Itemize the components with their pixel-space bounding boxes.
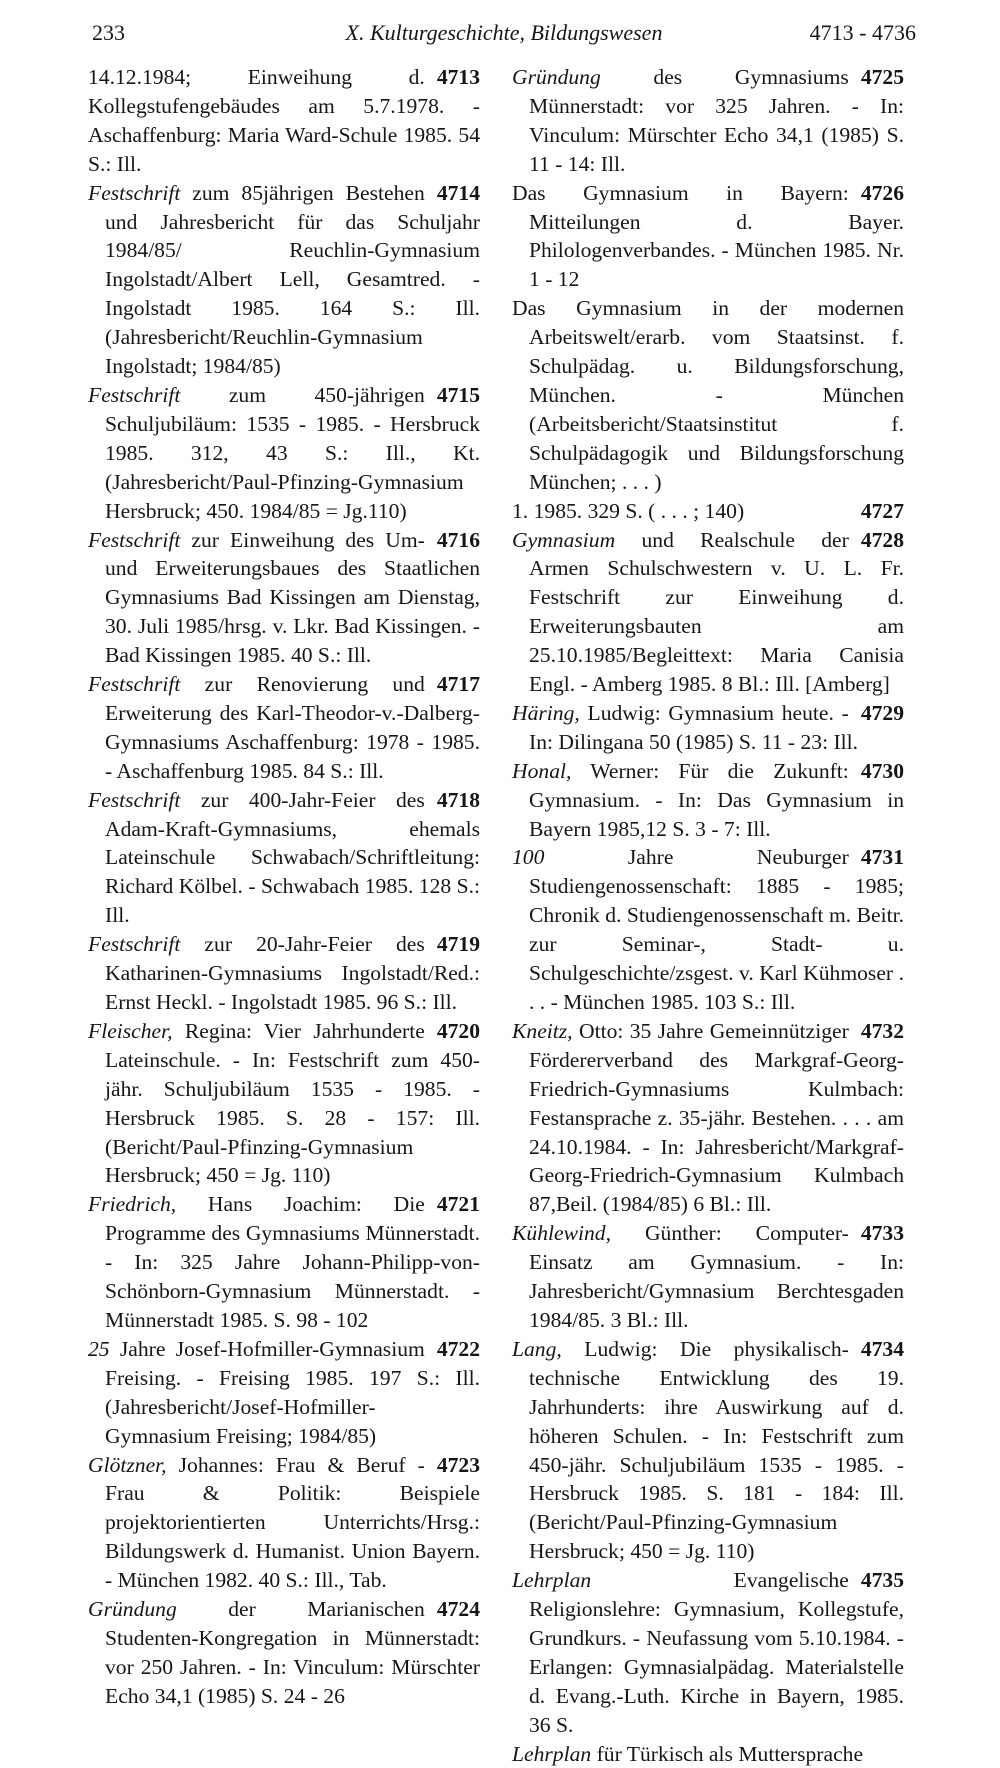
entry-lead-word: Fleischer, xyxy=(88,1018,173,1043)
entry-range: 4713 - 4736 xyxy=(809,20,916,45)
entry-lead-word: Kneitz, xyxy=(512,1018,573,1043)
entry-number: 4735 xyxy=(860,1568,904,1593)
entry-number: 4732 xyxy=(860,1018,904,1043)
entry-text: Werner: Für die Zukunft: Gymnasium. - In: Das Gymnasium in Bayern 1985,12 S. 3 - 7: Ill. xyxy=(529,758,904,841)
bibliography-entry xyxy=(88,930,480,1017)
entry-text: Jahre Neuburger Studiengenossenschaft: 1885 - 1985; Chronik d. Studiengenossenschaft m. Beitr. zur Seminar-, Stadt- u. Schulgeschichte/zsgest. v. Karl Kühmoser . . . - München 1985. 103 S.: Ill. xyxy=(529,845,904,1014)
entry-text: Ludwig: Die physikalisch-technische Entwicklung des 19. Jahrhunderts: ihre Auswirkung auf d. höheren Schulen. - In: Festschrift zum 450-jähr. Schuljubiläum 1535 - 1985. - Hersbruck 1985. S. 181 - 184: Ill. (Bericht/Paul-Pfinzing-Gymnasium Hersbruck; 450 = Jg. 110) xyxy=(529,1336,904,1564)
entry-text: zur Renovierung und Erweiterung des Karl-Theodor-v.-Dalberg-Gymnasiums Aschaffenburg: 1978 - 1985. - Aschaffenburg 1985. 84 S.: Ill. xyxy=(105,672,480,783)
entry-lead-word: Gymnasium xyxy=(512,527,616,552)
page-header xyxy=(92,18,916,52)
bibliography-entry xyxy=(512,1566,904,1739)
bibliography-entry xyxy=(88,63,480,179)
entry-number: 4730 xyxy=(860,758,904,783)
bibliography-entry xyxy=(88,670,480,786)
entry-text: Otto: 35 Jahre Gemeinnütziger Fördererverband des Markgraf-Georg-Friedrich-Gymnasiums Kulmbach: Festansprache z. 35-jähr. Bestehen. . . . am 24.10.1984. - In: Jahresbericht/Markgraf-Georg-Friedrich-Gymnasium Kulmbach 87,Beil. (1984/85) 6 Bl.: Ill. xyxy=(529,1018,904,1217)
entry-lead-word: Glötzner, xyxy=(88,1452,167,1477)
entry-lead-word: Festschrift xyxy=(88,382,181,407)
entry-lead-word: Festschrift xyxy=(88,180,181,205)
bibliography-entry xyxy=(512,1017,904,1219)
entry-number: 4724 xyxy=(436,1597,480,1622)
entry-text: für Türkisch als Muttersprache xyxy=(591,1741,864,1766)
right-column xyxy=(512,63,904,1768)
entry-lead-word: Häring, xyxy=(512,700,580,725)
entry-lead-word: Festschrift xyxy=(88,527,181,552)
entry-number: 4722 xyxy=(436,1336,480,1361)
entry-number: 4733 xyxy=(860,1221,904,1246)
bibliography-entry xyxy=(512,63,904,179)
entry-number: 4729 xyxy=(860,700,904,725)
entry-number: 4715 xyxy=(436,382,480,407)
entry-lead-word: Honal, xyxy=(512,758,572,783)
entry-text: Das Gymnasium in der modernen Arbeitswelt/erarb. vom Staatsinst. f. Schulpädag. u. Bildungsforschung, München. - München (Arbeitsbericht/Staatsinstitut f. Schulpädagogik und Bildungsforschung München; . . . ) xyxy=(512,296,904,494)
bibliography-entry xyxy=(512,1740,904,1768)
entry-number: 4731 xyxy=(860,845,904,870)
bibliography-entry xyxy=(512,497,904,526)
entry-text: 1. 1985. 329 S. ( . . . ; 140) xyxy=(512,498,745,523)
bibliography-entry xyxy=(88,1017,480,1190)
bibliography-entry xyxy=(512,757,904,844)
bibliography-entry xyxy=(88,1451,480,1596)
entry-number: 4713 xyxy=(436,65,480,89)
bibliography-entry xyxy=(88,1190,480,1335)
entry-lead-word: Friedrich, xyxy=(88,1192,177,1217)
entry-number: 4719 xyxy=(436,932,480,957)
entry-number: 4716 xyxy=(436,527,480,552)
bibliography-entry xyxy=(88,179,480,381)
entry-lead-word: Lang, xyxy=(512,1336,562,1361)
entry-text: zum 450-jährigen Schuljubiläum: 1535 - 1985. - Hersbruck 1985. 312, 43 S.: Ill., Kt. (Jahresbericht/Paul-Pfinzing-Gymnasium Hersbruck; 450. 1984/85 = Jg.110) xyxy=(105,382,480,523)
entry-lead-word: Festschrift xyxy=(88,787,181,812)
bibliography-entry xyxy=(88,526,480,671)
entry-text: zum 85jährigen Bestehen und Jahresbericht für das Schuljahr 1984/85/ Reuchlin-Gymnasium Ingolstadt/Albert Lell, Gesamtred. - Ingolstadt 1985. 164 S.: Ill. (Jahresbericht/Reuchlin-Gymnasium Ingolstadt; 1984/85) xyxy=(105,180,480,379)
entry-number: 4721 xyxy=(436,1192,480,1217)
entry-text: Regina: Vier Jahrhunderte Lateinschule. - In: Festschrift zum 450-jähr. Schuljubiläum 1535 - 1985. - Hersbruck 1985. S. 28 - 157: Ill. (Bericht/Paul-Pfinzing-Gymnasium Hersbruck; 450 = Jg. 110) xyxy=(105,1018,480,1188)
entry-lead-word: Festschrift xyxy=(88,672,181,697)
entry-number: 4718 xyxy=(436,787,480,812)
entry-number: 4720 xyxy=(436,1018,480,1043)
bibliography-entry xyxy=(88,786,480,931)
entry-text: des Gymnasiums Münnerstadt: vor 325 Jahren. - In: Vinculum: Mürschter Echo 34,1 (1985) S. 11 - 14: Ill. xyxy=(529,65,904,176)
entry-text: Das Gymnasium in Bayern: Mitteilungen d. Bayer. Philologenverbandes. - München 1985. Nr. 1 - 12 xyxy=(512,180,904,292)
entry-text: und Realschule der Armen Schulschwestern v. U. L. Fr. Festschrift zur Einweihung d. Erweiterungsbauten am 25.10.1985/Begleittext: Maria Canisia Engl. - Amberg 1985. 8 Bl.: Ill. [Amberg] xyxy=(529,527,904,697)
entry-text: zur 400-Jahr-Feier des Adam-Kraft-Gymnasiums, ehemals Lateinschule Schwabach/Schriftleitung: Richard Kölbel. - Schwabach 1985. 128 S.: Ill. xyxy=(105,787,480,928)
entry-text: Johannes: Frau & Beruf - Frau & Politik: Beispiele projektorientierten Unterrichts/Hrsg.: Bildungswerk d. Humanist. Union Bayern. - München 1982. 40 S.: Ill., Tab. xyxy=(105,1452,480,1593)
entry-text: Jahre Josef-Hofmiller-Gymnasium Freising. - Freising 1985. 197 S.: Ill. (Jahresbericht/Josef-Hofmiller-Gymnasium Freising; 1984/85) xyxy=(105,1336,480,1448)
entry-text: Evangelische Religionslehre: Gymnasium, Kollegstufe, Grundkurs. - Neufassung vom 5.10.1984. - Erlangen: Gymnasialpädag. Materialstelle d. Evang.-Luth. Kirche in Bayern, 1985. 36 S. xyxy=(529,1568,904,1737)
entry-text: Ludwig: Gymnasium heute. - In: Dilingana 50 (1985) S. 11 - 23: Ill. xyxy=(529,700,859,754)
bibliography-entry xyxy=(512,526,904,699)
entry-text: zur 20-Jahr-Feier des Katharinen-Gymnasiums Ingolstadt/Red.: Ernst Heckl. - Ingolstadt 1985. 96 S.: Ill. xyxy=(105,932,480,1014)
entry-lead-word: 25 xyxy=(88,1336,110,1361)
entry-number: 4725 xyxy=(860,65,904,89)
entry-lead-word: Gründung xyxy=(512,65,601,89)
entry-lead-word: Kühlewind, xyxy=(512,1221,611,1246)
entry-text: der Marianischen Studenten-Kongregation in Münnerstadt: vor 250 Jahren. - In: Vinculum: Mürschter Echo 34,1 (1985) S. 24 - 26 xyxy=(105,1597,480,1708)
entry-text: 14.12.1984; Einweihung d. Kollegstufengebäudes am 5.7.1978. - Aschaffenburg: Maria Ward-Schule 1985. 54 S.: Ill. xyxy=(88,65,480,176)
section-title: X. Kulturgeschichte, Bildungswesen xyxy=(345,20,663,45)
bibliography-entry xyxy=(88,381,480,526)
bibliography-entry xyxy=(88,1595,480,1711)
entry-number: 4727 xyxy=(860,498,904,523)
bibliography-entry xyxy=(512,294,904,496)
bibliography-entry xyxy=(512,843,904,1016)
entry-lead-word: 100 xyxy=(512,845,545,870)
bibliography-entry xyxy=(512,1219,904,1335)
bibliography-entry xyxy=(512,699,904,757)
entry-number: 4728 xyxy=(860,527,904,552)
entry-number: 4723 xyxy=(436,1452,480,1477)
entry-number: 4726 xyxy=(860,180,904,205)
entry-lead-word: Festschrift xyxy=(88,932,181,957)
entry-lead-word: Lehrplan xyxy=(512,1741,592,1766)
page-number: 233 xyxy=(92,20,125,45)
bibliography-entry xyxy=(88,1335,480,1451)
entry-number: 4717 xyxy=(436,672,480,697)
left-column xyxy=(88,63,480,1711)
bibliography-entry xyxy=(512,1335,904,1566)
entry-number: 4734 xyxy=(860,1336,904,1361)
entry-number: 4714 xyxy=(436,180,480,205)
entry-lead-word: Gründung xyxy=(88,1597,177,1622)
entry-lead-word: Lehrplan xyxy=(512,1568,592,1593)
entry-text: zur Einweihung des Um- und Erweiterungsbaues des Staatlichen Gymnasiums Bad Kissingen am Dienstag, 30. Juli 1985/hrsg. v. Lkr. Bad Kissingen. - Bad Kissingen 1985. 40 S.: Ill. xyxy=(105,527,480,668)
bibliography-entry xyxy=(512,179,904,295)
entry-text: Hans Joachim: Die Programme des Gymnasiums Münnerstadt. - In: 325 Jahre Johann-Philipp-von-Schönborn-Gymnasium Münnerstadt. - Münnerstadt 1985. S. 98 - 102 xyxy=(105,1192,480,1332)
entry-text: Günther: Computer-Einsatz am Gymnasium. - In: Jahresbericht/Gymnasium Berchtesgaden 1984/85. 3 Bl.: Ill. xyxy=(529,1221,904,1332)
